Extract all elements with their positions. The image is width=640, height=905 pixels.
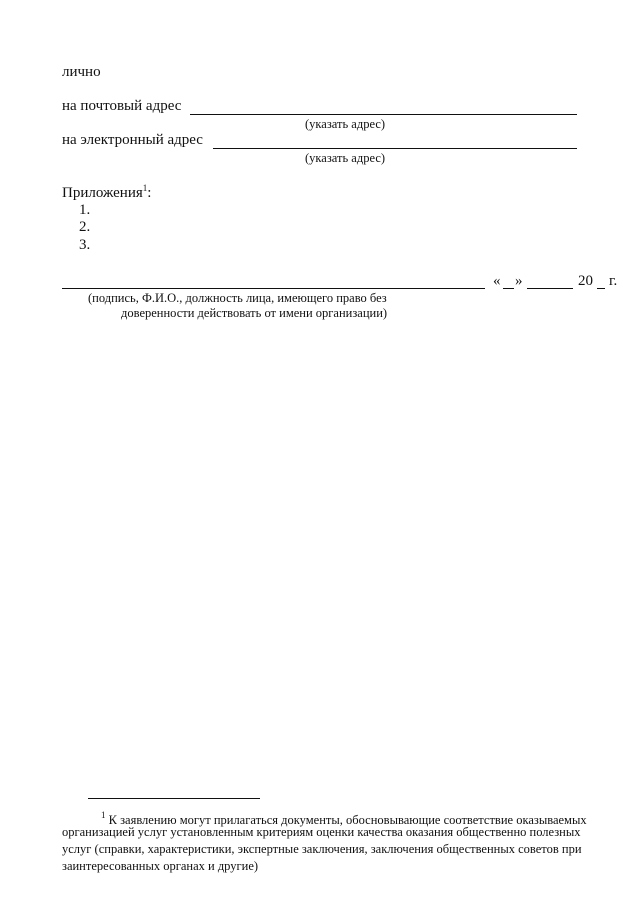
email-address-hint: (указать адрес): [305, 151, 386, 165]
email-address-label: на электронный адрес: [62, 132, 203, 148]
email-address-field[interactable]: [213, 148, 577, 149]
attachment-item: 2.: [79, 219, 91, 235]
footnote-reference: 1: [142, 183, 148, 193]
footnote-line: заинтересованных органах и другие): [62, 859, 259, 873]
date-open-quote: «: [493, 273, 501, 289]
attachment-item: 1.: [79, 202, 91, 218]
date-month-field[interactable]: [527, 288, 573, 289]
delivery-in-person: лично: [62, 64, 101, 80]
footnote-mark: 1: [101, 810, 106, 820]
attachments-title: Приложения$^1$:: [62, 183, 152, 201]
footnote-line: организацией услуг установленным критериям оценки качества оказания общественно полезных: [62, 825, 581, 839]
postal-address-hint: (указать адрес): [305, 117, 386, 131]
postal-address-field[interactable]: [190, 114, 577, 115]
signature-field[interactable]: [62, 288, 485, 289]
footnote-separator: [88, 798, 260, 799]
date-close-quote: »: [515, 273, 523, 289]
date-day-field[interactable]: [503, 288, 514, 289]
date-year-field[interactable]: [597, 288, 605, 289]
attachment-item: 3.: [79, 237, 91, 253]
postal-address-label: на почтовый адрес: [62, 98, 182, 114]
signature-caption: доверенности действовать от имени организации): [121, 306, 388, 320]
date-year-suffix: г.: [609, 273, 618, 289]
footnote-line: $^1$ К заявлению могут прилагаться документы, обосновывающие соответствие оказываемых: [101, 810, 587, 827]
date-year-prefix: 20: [578, 273, 593, 289]
footnote-line: услуг (справки, характеристики, экспертные заключения, заключения общественных советов при: [62, 842, 582, 856]
signature-caption: (подпись, Ф.И.О., должность лица, имеющего право без: [88, 291, 387, 305]
